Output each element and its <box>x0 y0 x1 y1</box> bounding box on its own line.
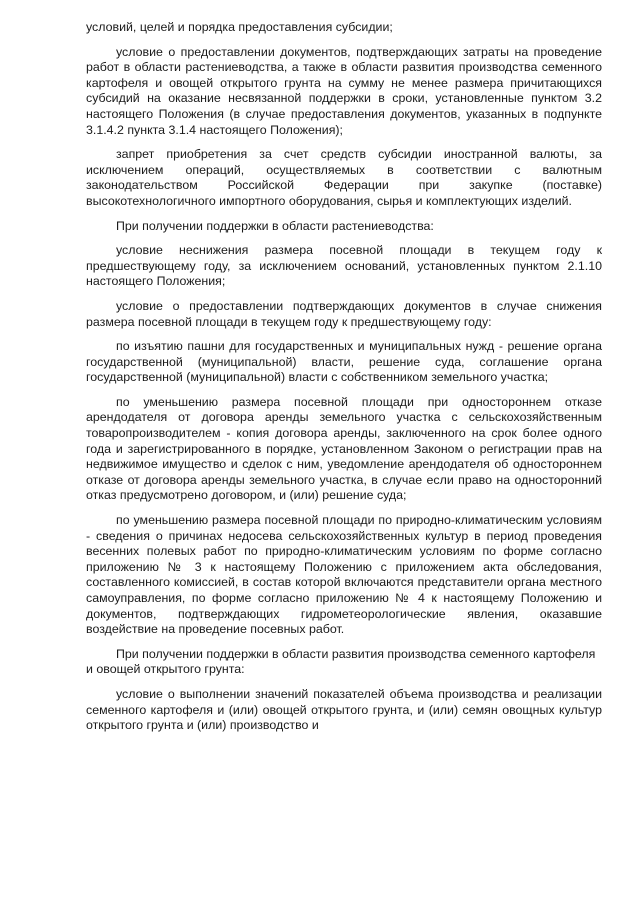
paragraph-currency-ban: запрет приобретения за счет средств субсидии иностранной валюты, за исключением операций, осуществляемых в соответствии с валютным законодательством Российской Федерации при закупке (поставке) высокотехнологичного импортного оборудования, сырья и комплектующих изделий. <box>86 147 602 208</box>
paragraph-supporting-documents: условие о предоставлении подтверждающих документов в случае снижения размера посевной площади в текущем году к предшествующему году: <box>86 298 602 329</box>
document-body <box>86 20 602 743</box>
paragraph-subsidy-conditions-end: условий, целей и порядка предоставления субсидии; <box>86 20 393 34</box>
paragraph-land-seizure: по изъятию пашни для государственных и муниципальных нужд - решение органа государственной (муниципальной) власти, решение суда, соглашение органа государственной (муниципальной) власти с собственником земельного участка; <box>86 339 602 385</box>
paragraph-crop-support-heading: При получении поддержки в области растениеводства: <box>116 218 434 233</box>
paragraph-production-indicators: условие о выполнении значений показателей объема производства и реализации семенного картофеля и (или) овощей открытого грунта, и (или) семян овощных культур открытого грунта и (или) производство и <box>86 686 602 733</box>
paragraph-lease-termination: по уменьшению размера посевной площади при одностороннем отказе арендодателя от договора аренды земельного участка с сельскохозяйственным товаропроизводителем - копия договора аренды, заключенного на срок более одного года и зарегистрированного в порядке, установленном Законом о регистрации прав на недвижимое имущество и сделок с ним, уведомление арендодателя об одностороннем отказе от договора аренды земельного участка, в случае если право на односторонний отказ предусмотрено договором, и (или) решение суда; <box>86 394 602 503</box>
paragraph-documents-condition: условие о предоставлении документов, подтверждающих затраты на проведение работ в области растениеводства, а также в области развития производства семенного картофеля и овощей открытого грунта на сумму не менее размера причитающихся субсидий на оказание несвязанной поддержки в сроки, установленные пунктом 3.2 настоящего Положения (в случае предоставления документов, указанных в подпункте 3.1.4.2 пункта 3.1.4 настоящего Положения); <box>86 44 602 137</box>
paragraph-seed-potato-heading: При получении поддержки в области развития производства семенного картофеля и овощей открытого грунта: <box>86 646 596 677</box>
paragraph-sown-area-condition: условие неснижения размера посевной площади в текущем году к предшествующему году, за исключением оснований, установленных пунктом 2.1.10 настоящего Положения; <box>86 243 602 289</box>
paragraph-climate-conditions: по уменьшению размера посевной площади по природно-климатическим условиям - сведения о причинах недосева сельскохозяйственных культур в период проведения весенних полевых работ по природно-климатическим условиям по форме согласно приложению № 3 к настоящему Положению с приложением акта обследования, составленного комиссией, в состав которой включаются представители органа местного самоуправления, по форме согласно приложению № 4 к настоящему Положению и документов, подтверждающих гидрометеорологические явления, оказавшие воздействие на проведение посевных работ. <box>86 513 602 637</box>
